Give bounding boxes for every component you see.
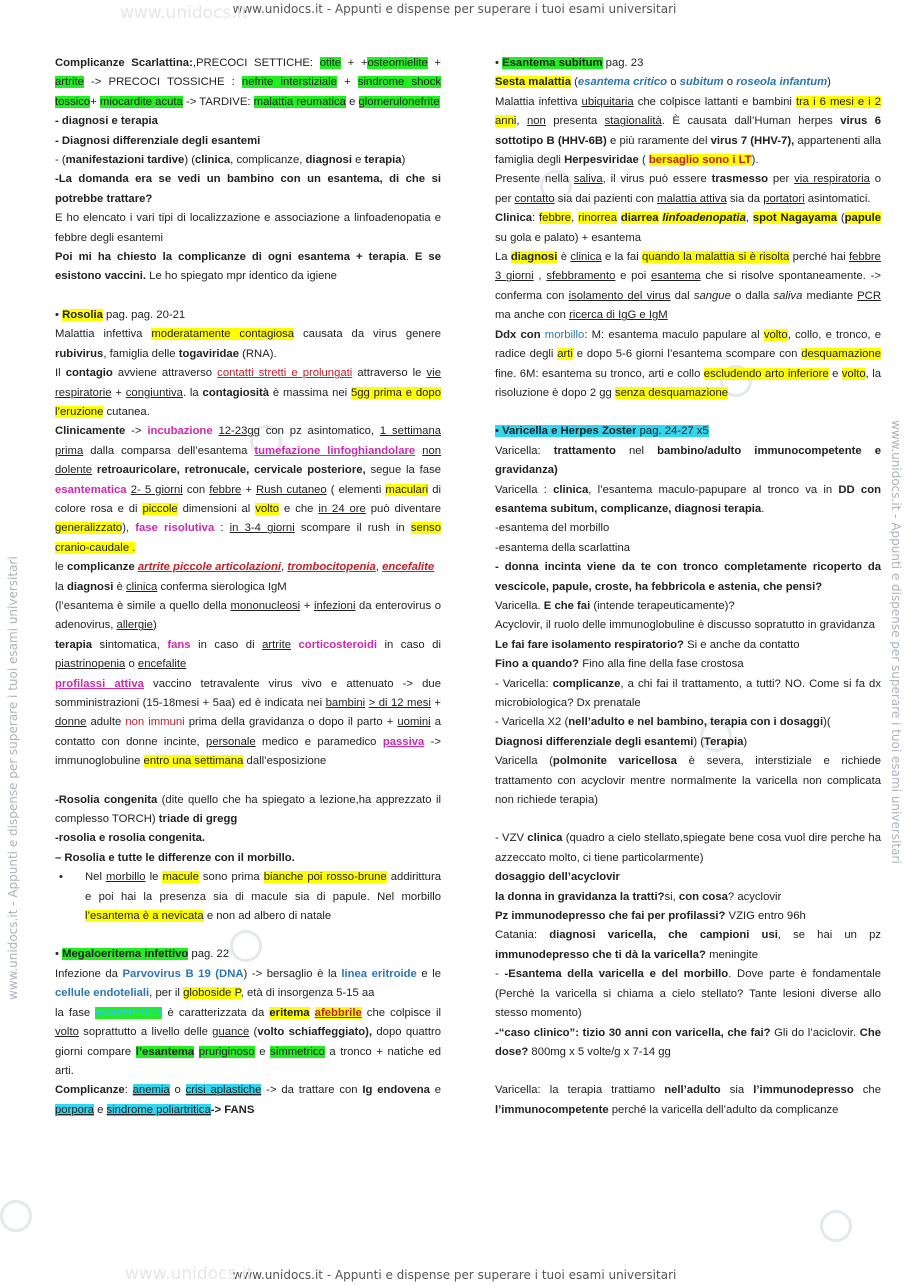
text-paragraph: - Varicella: complicanze, a chi fai il trattamento, a tutti? NO. Come si fa dx microbiologica? Dx prenatale <box>495 677 881 709</box>
text-paragraph: Varicella: trattamento nel bambino/adulto immunocompetente e gravidanza) <box>495 444 882 477</box>
text-line: Sesta malattia (esantema critico o subitum o roseola infantum) <box>495 76 831 89</box>
text-line: la diagnosi è clinica conferma sierologica IgM <box>55 580 287 593</box>
text-line: Fino a quando? Fino alla fine della fase crostosa <box>495 658 744 671</box>
text-paragraph: Ddx con morbillo: M: esantema maculo papulare al volto, collo, e tronco, e radice degli arti e dopo 5-6 giorni l’esantema scompare con desquamazione fine. 6M: esantema su tronco, arti e collo escludendo arto inferiore e volto, la risoluzione è dopo 2 gg senza desquamazione <box>495 328 882 399</box>
text-paragraph: Varicella: la terapia trattiamo nell’adulto sia l’immunodepresso che l’immunocompetente perché la varicella dell’adulto da complicanze <box>495 1084 882 1116</box>
text-paragraph: Il contagio avviene attraverso contatti stretti e prolungati attraverso le vie respiratorie + congiuntiva. la contagiosità è massima nei 5gg prima e dopo l’eruzione cutanea. <box>55 367 441 418</box>
right-column <box>495 54 881 1120</box>
esantema-subitum-heading: • Esantema subitum pag. 23 <box>495 57 644 69</box>
text-paragraph: Catania: diagnosi varicella, che campioni usi, se hai un pz immunodepresso che ti dà la varicella? meningite <box>495 929 881 961</box>
watermark-header: www.unidocs.it - Appunti e dispense per superare i tuoi esami universitari <box>232 2 677 16</box>
text-line: la donna in gravidanza la tratti?si, con cosa? acyclovir <box>495 890 782 903</box>
text-line: Varicella. E che fai (intende terapeuticamente)? <box>495 599 735 612</box>
watermark-footer: www.unidocs.it - Appunti e dispense per superare i tuoi esami universitari <box>232 1268 677 1282</box>
text-line: Diagnosi differenziale degli esantemi) (Terapia) <box>495 735 748 748</box>
watermark-logo-icon <box>820 1210 852 1242</box>
text-line: -La domanda era se vedi un bambino con un esantema, di che si potrebbe trattare? <box>55 173 441 205</box>
text-line: - Diagnosi differenziale degli esantemi <box>55 134 261 147</box>
text-paragraph: Malattia infettiva ubiquitaria che colpisce lattanti e bambini tra i 6 mesi e i 2 anni, non presenta stagionalità. È causata dall’Human herpes virus 6 sottotipo B (HHV-6B) e più raramente del virus 7 (HHV-7), appartenenti alla famiglia degli Herpesviridae ( bersaglio sono i LT). <box>495 95 881 167</box>
text-paragraph: -“caso clinico”: tizio 30 anni con varicella, che fai? Gli do l’aciclovir. Che dose? 800mg x 5 volte/g x 7-14 gg <box>495 1026 882 1058</box>
text-paragraph: terapia sintomatica, fans in caso di artrite corticosteroidi in caso di piastrinopenia o encefalite <box>55 638 441 671</box>
text-line: -rosolia e rosolia congenita. <box>55 832 206 845</box>
bullet-item: • Nel morbillo le macule sono prima bianche poi rosso-brune addirittura e poi hai la presenza sia di macule sia di papule. Nel morbillo l’esantema è a nevicata e non ad albero di natale <box>55 868 441 926</box>
text-line: dosaggio dell’acyclovir <box>495 871 620 884</box>
text-paragraph: -Rosolia congenita (dite quello che ha spiegato a lezione,ha apprezzato il complesso TORCH) triade di gregg <box>55 793 441 826</box>
text-paragraph: profilassi attiva vaccino tetravalente virus vivo e attenuato -> due somministrazioni (15-18mesi + 5aa) ed è indicata nei bambini > di 12 mesi + donne adulte non immuni prima della gravidanza o dopo il parto + uomini a contatto con donne incinte, personale medico e paramedico passiva -> immunoglobuline entro una settimana dall’esposizione <box>55 677 442 768</box>
text-paragraph: - -Esantema della varicella e del morbillo. Dove parte è fondamentale (Perchè la varicella si chiama a cielo stellato? Tante lesioni diverse allo stesso momento) <box>495 968 882 1020</box>
scarlattina-complicanze: Complicanze Scarlattina:,PRECOCI SETTICHE: otite + +osteomielite + artrite -> PRECOCI TOSSICHE : nefrite interstiziale + sindrome shock tossico+ miocardite acuta -> TARDIVE: malattia reumatica e glomerulonefrite <box>55 57 441 108</box>
text-paragraph: (l’esantema è simile a quello della mononucleosi + infezioni da enterovirus o adenovirus, allergie) <box>55 599 441 632</box>
text-paragraph: Acyclovir, il ruolo delle immunoglobuline è discusso sopratutto in gravidanza <box>495 619 875 632</box>
watermark-side-right: www.unidocs.it - Appunti e dispense per superare i tuoi esami universitari <box>889 420 903 864</box>
text-paragraph: Infezione da Parvovirus B 19 (DNA) -> bersaglio è la linea eritroide e le cellule endoteliali, per il globoside P, età di insorgenza 5-15 aa <box>55 967 442 1000</box>
text-line: -esantema del morbillo <box>495 522 610 535</box>
megaloeritema-heading: • Megaloeritema infettivo pag. 22 <box>55 948 230 961</box>
text-paragraph: Varicella (polmonite varicellosa è severa, interstiziale e richiede trattamento con acyclovir mentre normalmente la varicella non complicata non richiede terapia) <box>495 755 881 807</box>
text-line: Poi mi ha chiesto la complicanze di ogni esantema + terapia. E se esistono vaccini. Le ho spiegato mpr identico da igiene <box>55 251 441 283</box>
text-line: Le fai fare isolamento respiratorio? Si e anche da contatto <box>495 638 800 651</box>
text-line: Pz immunodepresso che fai per profilassi? VZIG entro 96h <box>495 910 806 923</box>
text-paragraph: Clinica: febbre, rinorrea diarrea linfoadenopatia, spot Nagayama (papule su gola e palato) + esantema <box>495 212 882 244</box>
text-paragraph: - donna incinta viene da te con tronco completamente ricoperto da vescicole, papule, croste, ha febbricola e astenia, che pensi? <box>495 561 881 593</box>
text-paragraph: Varicella : clinica, l’esantema maculo-papupare al tronco va in DD con esantema subitum, complicanze, diagnosi terapia. <box>495 483 881 515</box>
watermark-side-left: www.unidocs.it - Appunti e dispense per superare i tuoi esami universitari <box>6 556 20 1000</box>
text-paragraph: Complicanze: anemia o crisi aplastiche -> da trattare con Ig endovena e porpora e sindrome poliartritica-> FANS <box>55 1084 442 1116</box>
watermark-logo-icon <box>0 1200 32 1232</box>
watermark-faint: www.unidocs.it <box>125 1264 254 1284</box>
text-paragraph: Presente nella saliva, il virus può essere trasmesso per via respiratoria o per contatto sia dai pazienti con malattia attiva sia da portatori asintomatici. <box>495 173 881 205</box>
text-line: - (manifestazioni tardive) (clinica, complicanze, diagnosi e terapia) <box>55 154 406 167</box>
text-line: - Varicella X2 (nell’adulto e nel bambino, terapia con i dosaggi)( <box>495 716 831 729</box>
varicella-heading: • Varicella e Herpes Zoster pag. 24-27 x5 <box>495 425 709 438</box>
text-paragraph: La diagnosi è clinica e la fai quando la malattia si è risolta perché hai febbre 3 giorni , sfebbramento e poi esantema che si risolve spontaneamente. -> conferma con isolamento del virus dal sangue o dalla saliva mediante PCR ma anche con ricerca di IgG e IgM <box>495 251 882 322</box>
text-line: - diagnosi e terapia <box>55 115 158 128</box>
rosolia-heading: • Rosolia pag. pag. 20-21 <box>55 308 186 321</box>
text-paragraph: Clinicamente -> incubazione 12-23gg con pz asintomatico, 1 settimana prima dalla comparsa dell’esantema tumefazione linfoghiandolare non dolente retroauricolare, retronucale, cervicale posteriore, segue la fase esantematica 2- 5 giorni con febbre + Rush cutaneo ( elementi maculari di colore rosa e di piccole dimensioni al volto e che in 24 ore può diventare generalizzato), fase risolutiva : in 3-4 giorni scompare il rush in senso cranio-caudale . <box>55 425 442 554</box>
text-line: – Rosolia e tutte le differenze con il morbillo. <box>55 851 295 864</box>
text-paragraph: - VZV clinica (quadro a cielo stellato,spiegate bene cosa vuol dire perche ha azzeccato molto, ci tiene particolarmente) <box>495 832 881 864</box>
text-paragraph: Malattia infettiva moderatamente contagiosa causata da virus genere rubivirus, famiglia delle togaviridae (RNA). <box>55 328 442 360</box>
text-line: le complicanze artrite piccole articolazioni, trombocitopenia, encefalite <box>55 561 435 574</box>
text-line: -esantema della scarlattina <box>495 541 631 554</box>
text-paragraph: la fase esantematica è caratterizzata da eritema afebbrile che colpisce il volto soprattutto a livello delle guance (volto schiaffeggiato), dopo quattro giorni compare l’esantema pruriginoso e simmetrico a tronco + natiche ed arti. <box>55 1006 442 1077</box>
left-column <box>55 54 441 1120</box>
text-line: E ho elencato i vari tipi di localizzazione e associazione a linfoadenopatia e febbre degli esantemi <box>55 212 441 244</box>
watermark-faint: www.unidocs.it <box>120 3 249 23</box>
